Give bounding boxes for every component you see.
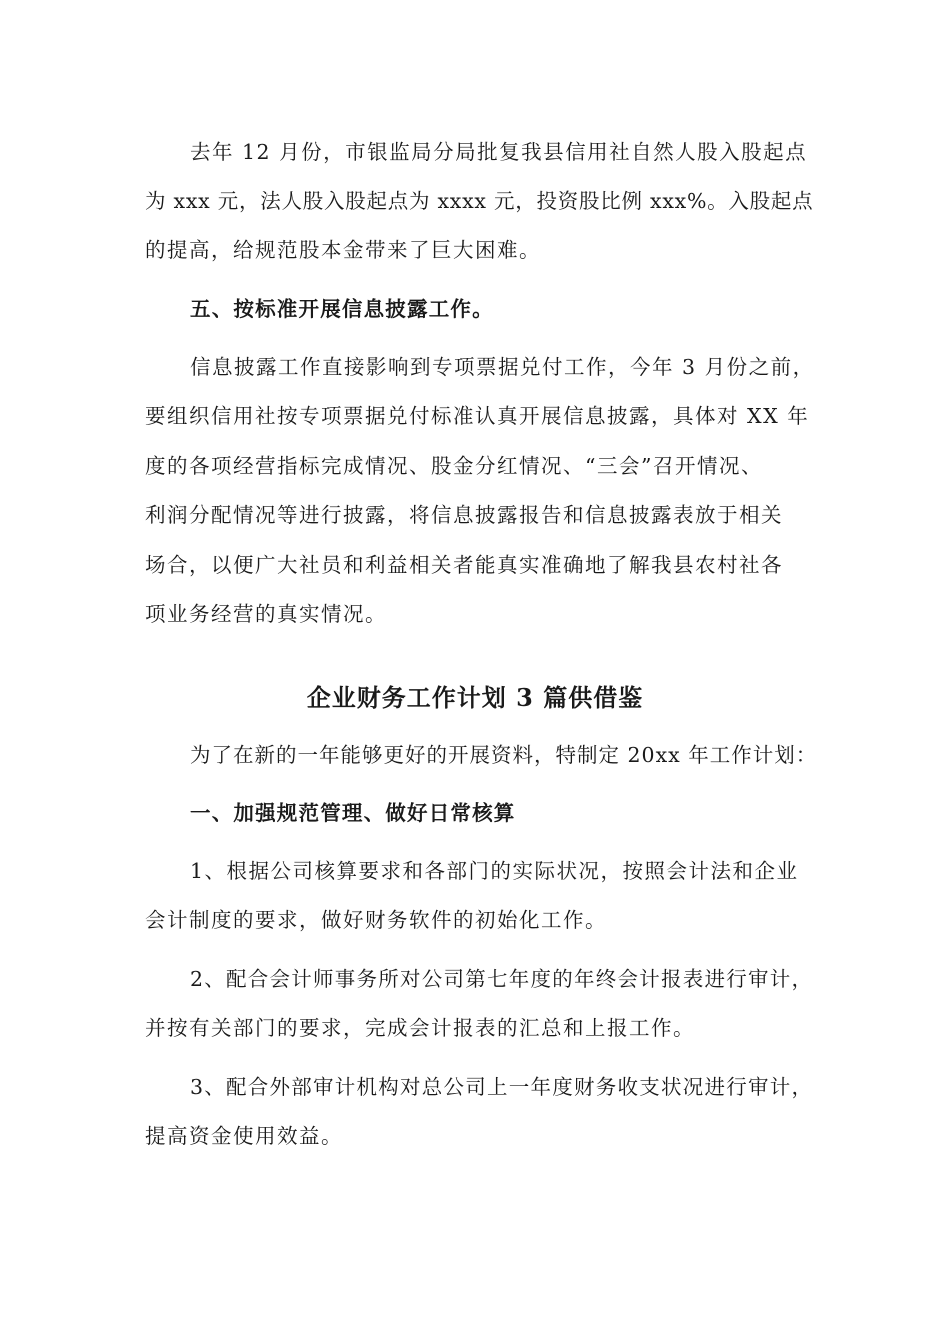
document-title: 企业财务工作计划 3 篇供借鉴 [306,683,644,712]
paragraph-line: 场合，以便广大社员和利益相关者能真实准确地了解我县农村社各 [145,553,783,577]
paragraph-line: 利润分配情况等进行披露，将信息披露报告和信息披露表放于相关 [145,503,783,527]
list-item-line: 会计制度的要求，做好财务软件的初始化工作。 [145,908,607,932]
list-item-line: 并按有关部门的要求，完成会计报表的汇总和上报工作。 [145,1016,695,1040]
paragraph-line: 为 xxx 元，法人股入股起点为 xxxx 元，投资股比例 xxx%。入股起点 [145,189,814,213]
paragraph-line: 要组织信用社按专项票据兑付标准认真开展信息披露，具体对 XX 年 [145,404,810,428]
list-item-line: 3、配合外部审计机构对总公司上一年度财务收支状况进行审计， [190,1075,814,1099]
section-heading: 一、加强规范管理、做好日常核算 [190,801,516,825]
section-heading: 五、按标准开展信息披露工作。 [190,297,494,321]
paragraph-line: 去年 12 月份，市银监局分局批复我县信用社自然人股入股起点 [190,140,808,164]
intro-paragraph: 为了在新的一年能够更好的开展资料，特制定 20xx 年工作计划： [190,743,818,767]
paragraph-line: 信息披露工作直接影响到专项票据兑付工作，今年 3 月份之前， [190,355,815,379]
list-item-line: 2、配合会计师事务所对公司第七年度的年终会计报表进行审计， [190,967,814,991]
paragraph-line: 度的各项经营指标完成情况、股金分红情况、“三会”召开情况、 [145,454,763,478]
paragraph-line: 项业务经营的真实情况。 [145,602,387,626]
list-item-line: 提高资金使用效益。 [145,1124,343,1148]
paragraph-line: 的提高，给规范股本金带来了巨大困难。 [145,238,541,262]
list-item-line: 1、根据公司核算要求和各部门的实际状况，按照会计法和企业 [190,859,799,883]
